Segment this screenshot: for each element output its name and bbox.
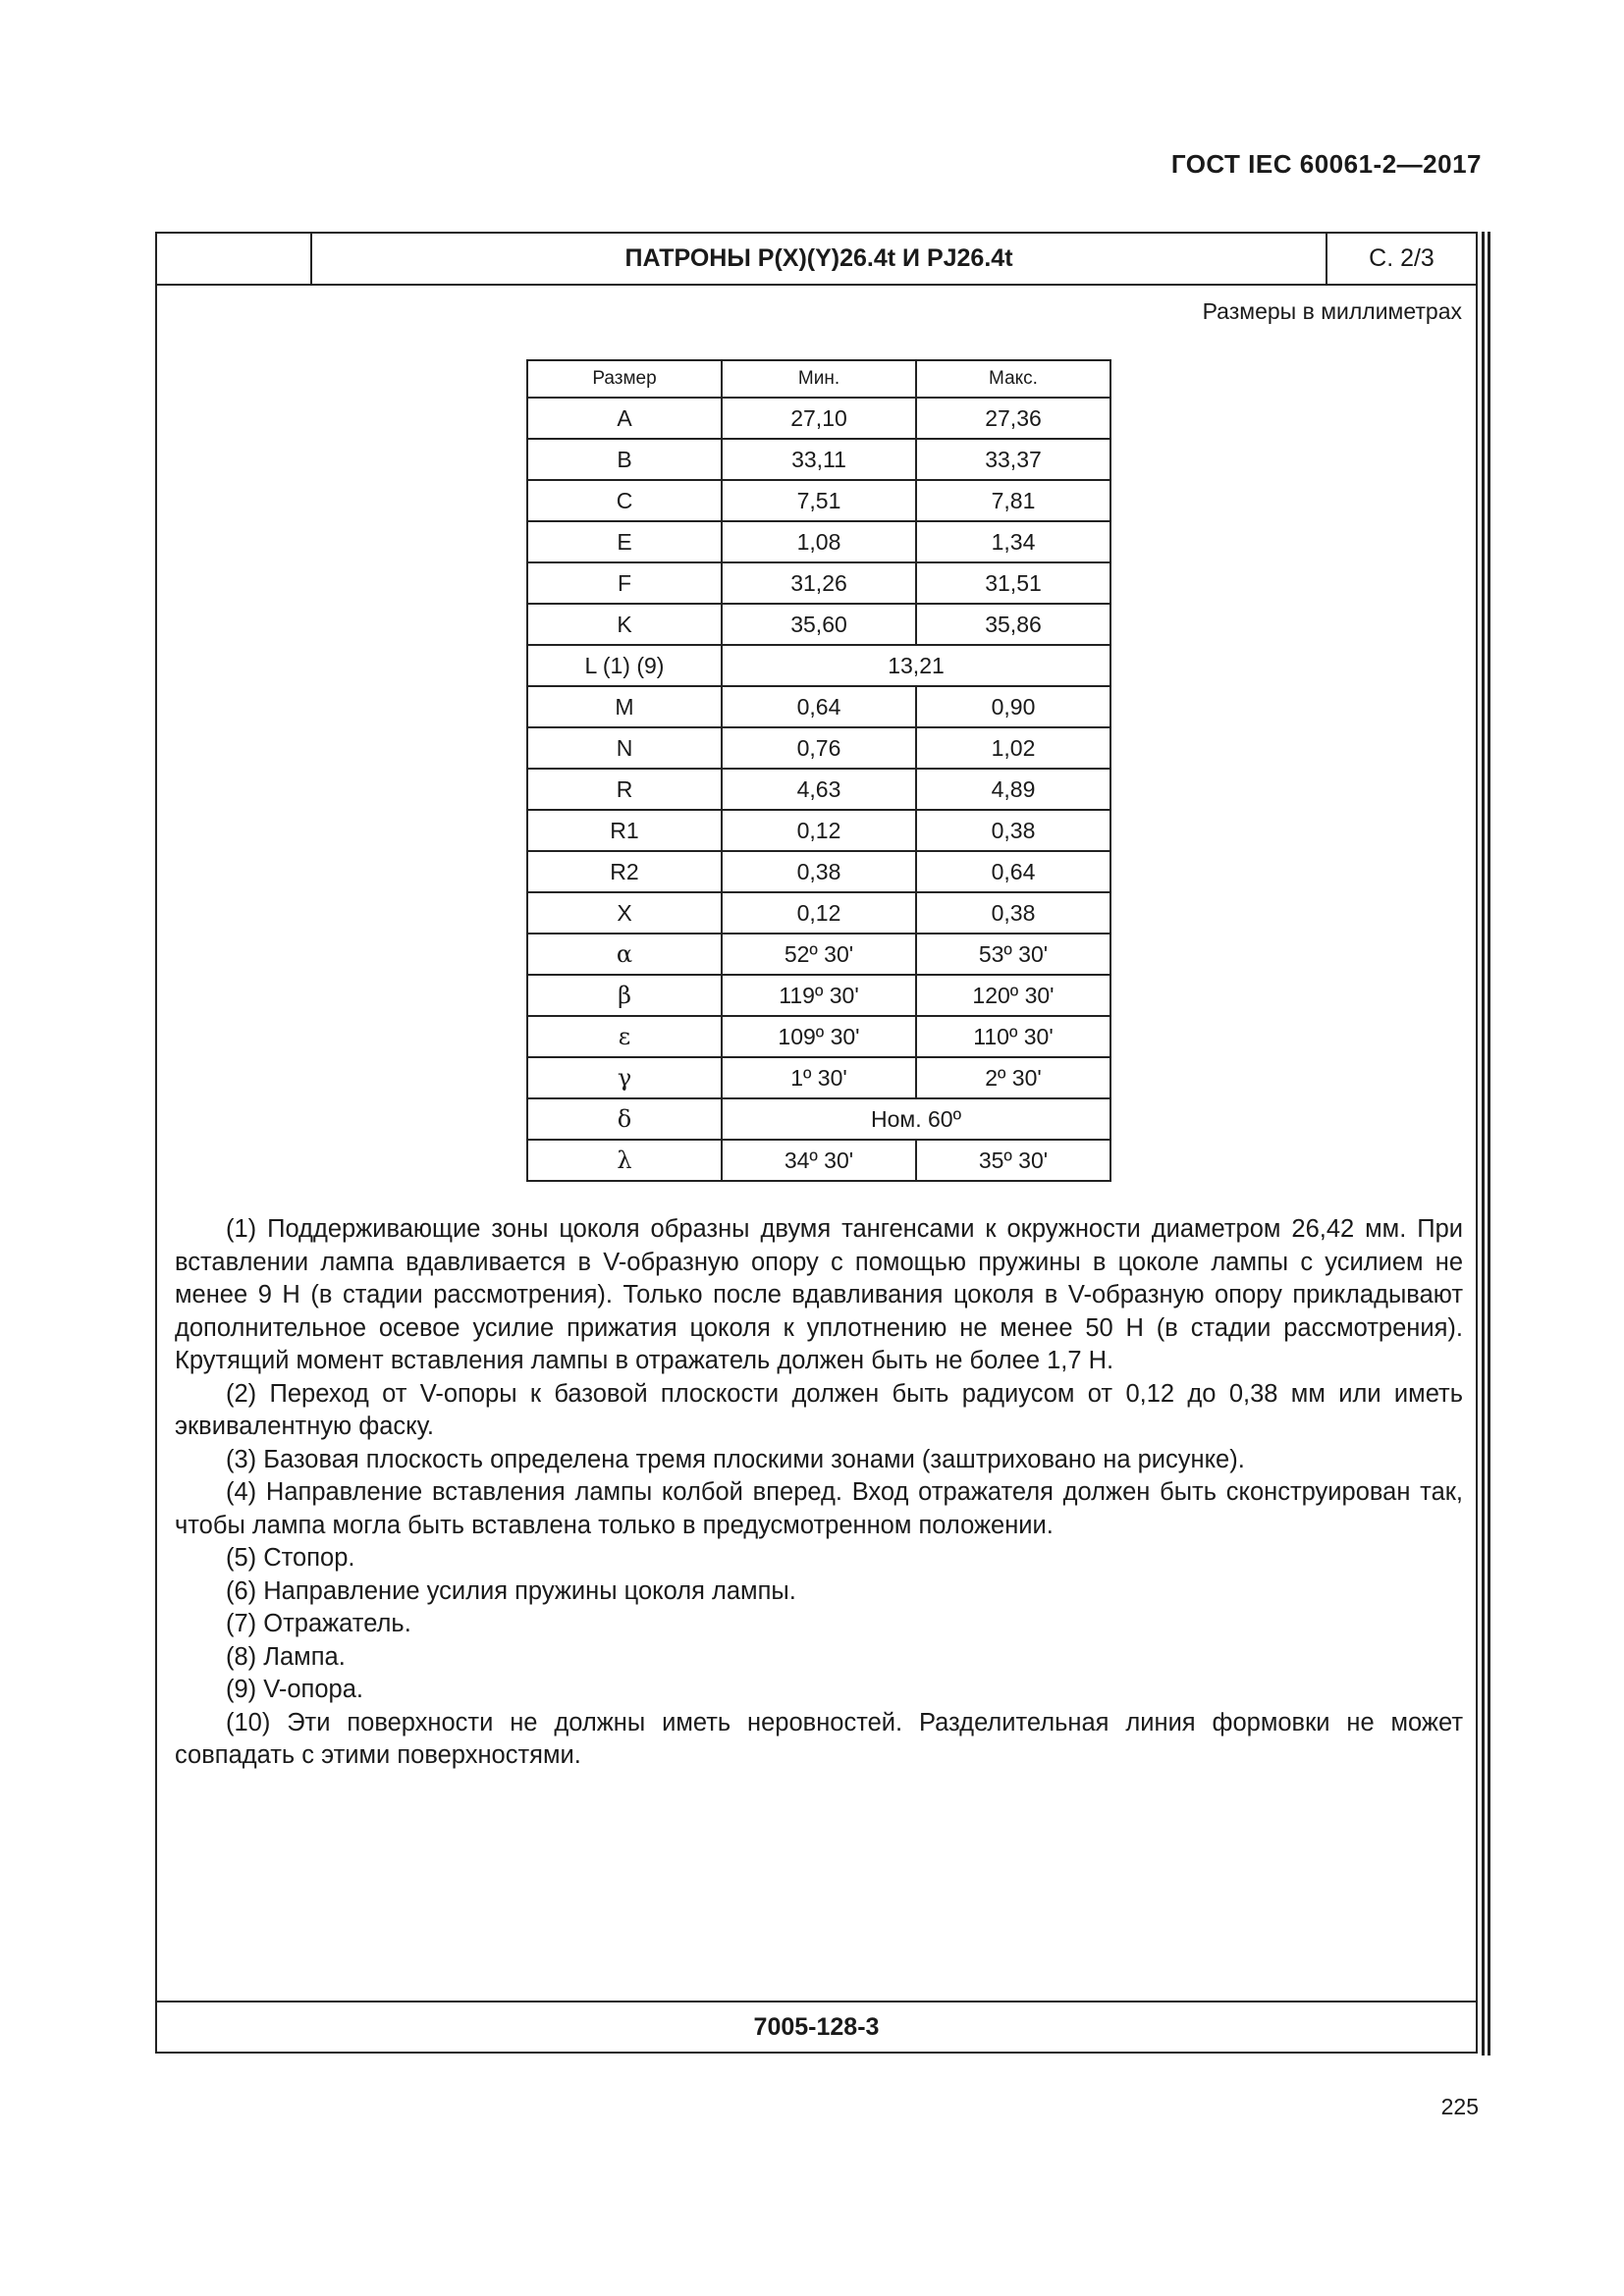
dimension-cell: F [527, 562, 722, 604]
min-cell: 7,51 [722, 480, 916, 521]
max-cell: 31,51 [916, 562, 1110, 604]
max-cell: 0,90 [916, 686, 1110, 727]
header-max: Макс. [916, 360, 1110, 398]
sheet-frame [155, 232, 1478, 2054]
value-cell: Ном. 60º [722, 1098, 1110, 1140]
table-row [527, 851, 1110, 892]
min-cell: 34º 30' [722, 1140, 916, 1181]
min-cell: 0,64 [722, 686, 916, 727]
dimension-cell: K [527, 604, 722, 645]
max-cell: 1,02 [916, 727, 1110, 769]
max-cell: 110º 30' [916, 1016, 1110, 1057]
max-cell: 1,34 [916, 521, 1110, 562]
table-row [527, 769, 1110, 810]
min-cell: 1º 30' [722, 1057, 916, 1098]
min-cell: 0,38 [722, 851, 916, 892]
standard-header: ГОСТ IEC 60061-2—2017 [1170, 149, 1482, 179]
dimension-cell: R2 [527, 851, 722, 892]
min-cell: 0,12 [722, 892, 916, 934]
table-row [527, 562, 1110, 604]
dimension-cell: R [527, 769, 722, 810]
min-cell: 31,26 [722, 562, 916, 604]
page-number: 225 [1440, 2094, 1479, 2119]
note-paragraph: (1) Поддерживающие зоны цоколя образны двумя тангенсами к окружности диаметром 26,42 мм. При вставлении лампа вдавливается в V-образную опору с помощью пружины в цоколе лампы с усилием не менее 9 Н (в стадии рассмотрения). Только после вдавливания цоколя в V-образную опору прикладывают дополнительное осевое усилие прижатия цоколя к уплотнению не менее 50 Н (в стадии рассмотрения). Крутящий момент вставления лампы в отражатель должен быть не более 1,7 Н. [175, 1215, 1463, 1374]
dimension-cell: A [527, 398, 722, 439]
header-dimension: Размер [527, 360, 722, 398]
note-paragraph: (7) Отражатель. [226, 1610, 411, 1637]
dimension-cell: X [527, 892, 722, 934]
max-cell: 33,37 [916, 439, 1110, 480]
max-cell: 2º 30' [916, 1057, 1110, 1098]
max-cell: 0,64 [916, 851, 1110, 892]
value-cell: 13,21 [722, 645, 1110, 686]
table-header-row [527, 360, 1110, 398]
dimension-cell: α [527, 934, 722, 975]
dimension-cell: M [527, 686, 722, 727]
min-cell: 52º 30' [722, 934, 916, 975]
min-cell: 27,10 [722, 398, 916, 439]
note-paragraph: (5) Стопор. [226, 1544, 355, 1572]
table-row [527, 934, 1110, 975]
min-cell: 35,60 [722, 604, 916, 645]
min-cell: 0,12 [722, 810, 916, 851]
min-cell: 109º 30' [722, 1016, 916, 1057]
table-row [527, 645, 1110, 686]
table-row [527, 439, 1110, 480]
units-note: Размеры в миллиметрах [1202, 298, 1462, 324]
max-cell: 53º 30' [916, 934, 1110, 975]
dimension-cell: ε [527, 1016, 722, 1057]
min-cell: 4,63 [722, 769, 916, 810]
note-paragraph: (6) Направление усилия пружины цоколя лампы. [226, 1576, 796, 1605]
table-row [527, 686, 1110, 727]
dimension-cell: N [527, 727, 722, 769]
table-row [527, 810, 1110, 851]
table-row [527, 604, 1110, 645]
dimension-cell: γ [527, 1057, 722, 1098]
note-paragraph: (9) V-опора. [226, 1676, 363, 1703]
min-cell: 33,11 [722, 439, 916, 480]
max-cell: 7,81 [916, 480, 1110, 521]
note-paragraph: (2) Переход от V-опоры к базовой плоскости должен быть радиусом от 0,12 до 0,38 мм или иметь эквивалентную фаску. [175, 1379, 1463, 1440]
table-row [527, 398, 1110, 439]
table-row [527, 975, 1110, 1016]
note-paragraph: (10) Эти поверхности не должны иметь неровностей. Разделительная линия формовки не может совпадать с этими поверхностями. [175, 1708, 1463, 1769]
table-row [527, 1057, 1110, 1098]
table-row [527, 1098, 1110, 1140]
frame-edge-bar [1488, 232, 1490, 2056]
table-row [527, 892, 1110, 934]
title-row-blank-cell [157, 234, 312, 284]
title-row [157, 234, 1476, 286]
max-cell: 120º 30' [916, 975, 1110, 1016]
sheet-code: 7005-128-3 [157, 2001, 1476, 2052]
dimension-cell: C [527, 480, 722, 521]
dimensions-table [526, 359, 1111, 1182]
sheet-title: ПАТРОНЫ P(X)(Y)26.4t И PJ26.4t [312, 234, 1327, 284]
max-cell: 0,38 [916, 892, 1110, 934]
frame-edge-bar [1482, 232, 1485, 2056]
table-row [527, 727, 1110, 769]
table-row [527, 1140, 1110, 1181]
min-cell: 119º 30' [722, 975, 916, 1016]
dimension-cell: E [527, 521, 722, 562]
header-min: Мин. [722, 360, 916, 398]
min-cell: 0,76 [722, 727, 916, 769]
max-cell: 35º 30' [916, 1140, 1110, 1181]
dimension-cell: δ [527, 1098, 722, 1140]
dimension-cell: λ [527, 1140, 722, 1181]
dimension-cell: B [527, 439, 722, 480]
notes-section [175, 1213, 1463, 1773]
note-paragraph: (8) Лампа. [226, 1642, 346, 1671]
max-cell: 0,38 [916, 810, 1110, 851]
dimension-cell: R1 [527, 810, 722, 851]
table-row [527, 1016, 1110, 1057]
max-cell: 27,36 [916, 398, 1110, 439]
dimension-cell: L (1) (9) [527, 645, 722, 686]
dimension-cell: β [527, 975, 722, 1016]
table-row [527, 521, 1110, 562]
min-cell: 1,08 [722, 521, 916, 562]
note-paragraph: (3) Базовая плоскость определена тремя плоскими зонами (заштриховано на рисунке). [226, 1445, 1245, 1473]
sheet-page-ref: С. 2/3 [1369, 244, 1435, 272]
table-row [527, 480, 1110, 521]
max-cell: 35,86 [916, 604, 1110, 645]
note-paragraph: (4) Направление вставления лампы колбой вперед. Вход отражателя должен быть сконструирован так, чтобы лампа могла быть вставлена только в предусмотренном положении. [175, 1478, 1463, 1539]
max-cell: 4,89 [916, 769, 1110, 810]
